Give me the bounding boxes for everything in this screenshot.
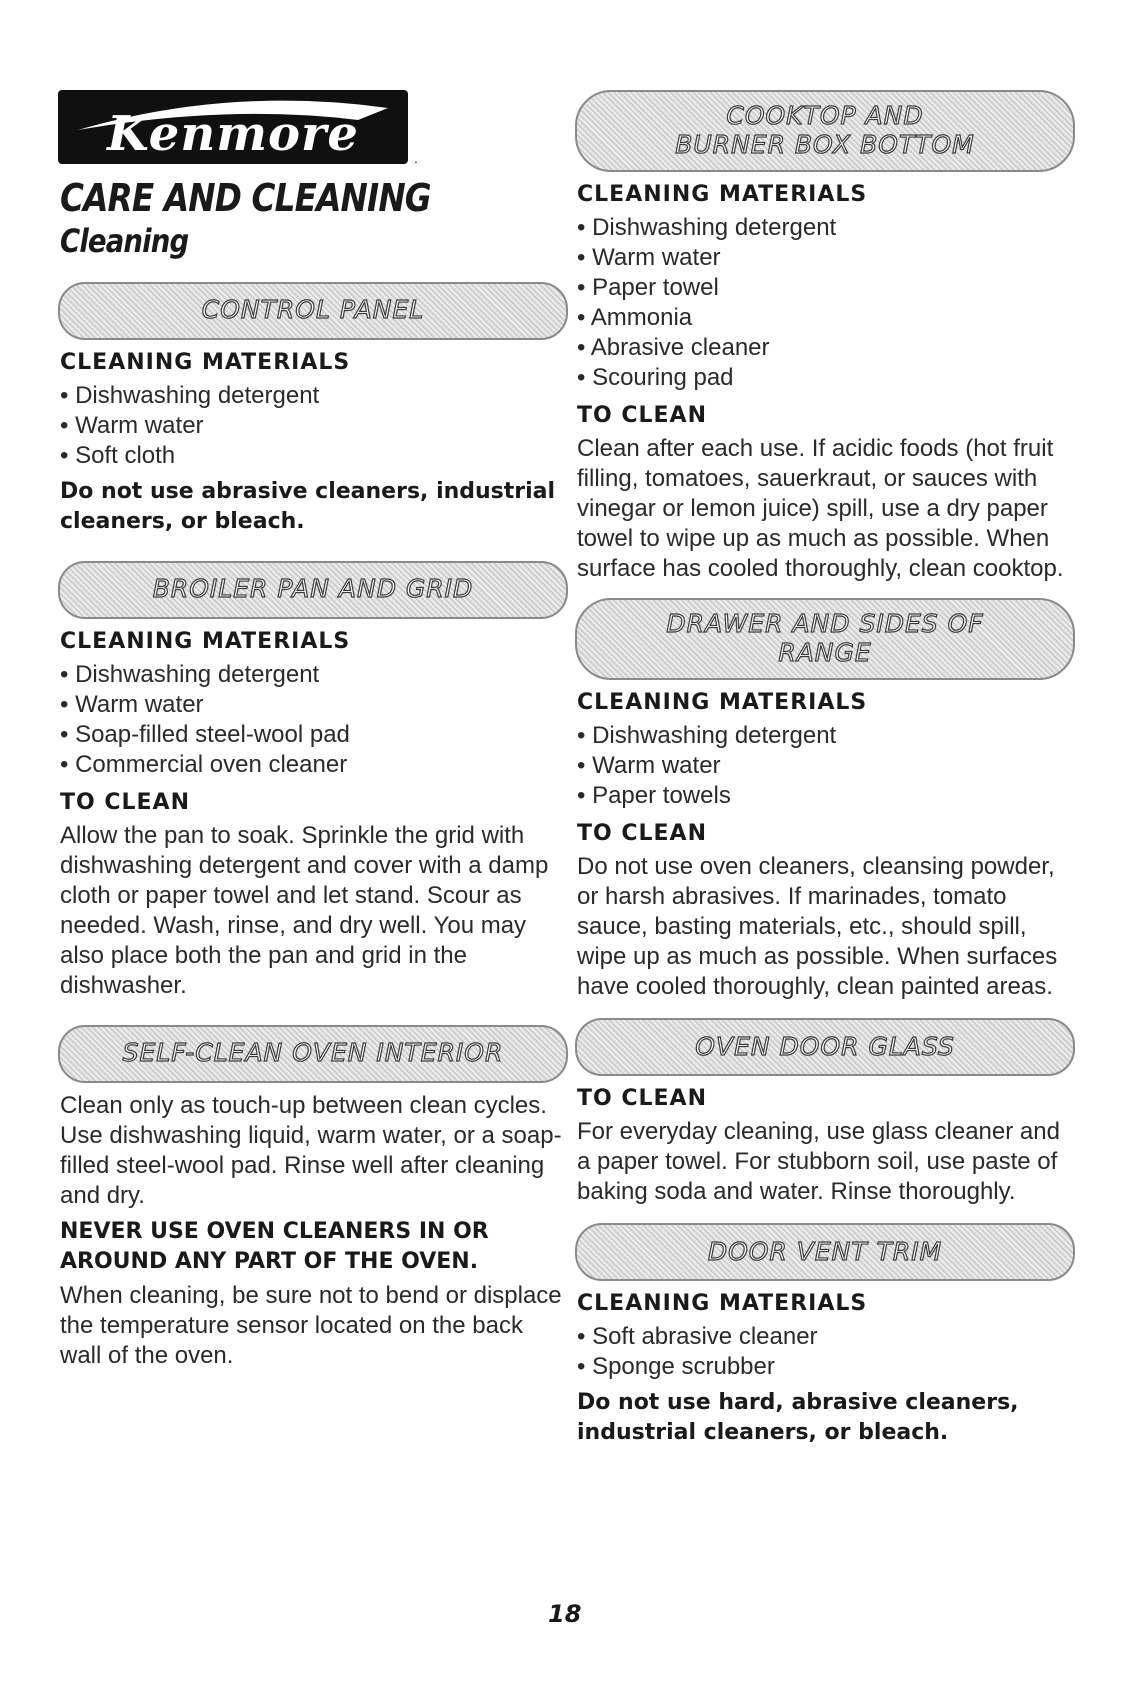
materials-heading: CLEANING MATERIALS	[60, 628, 351, 654]
list-item: • Warm water	[577, 751, 1075, 781]
banner-control-panel	[58, 282, 568, 340]
banner-drawer	[575, 598, 1075, 680]
kenmore-logo	[58, 90, 408, 164]
banner-broiler-pan	[58, 561, 568, 619]
banner-door-glass	[575, 1018, 1075, 1076]
to-clean-text: Allow the pan to soak. Sprinkle the grid with dishwashing detergent and cover with a damp cloth or paper towel and let stand. Scour as needed. Wash, rinse, and dry well. You may also place both the pan and grid in the dishwasher.	[60, 821, 549, 999]
page-title: CARE AND CLEANING	[60, 176, 431, 220]
list-item: • Sponge scrubber	[577, 1352, 1075, 1382]
left-column	[58, 90, 568, 1371]
banner-label: DOOR VENT TRIM	[707, 1236, 943, 1266]
materials-list	[60, 381, 568, 471]
materials-list	[60, 660, 568, 780]
banner-cooktop	[575, 90, 1075, 172]
logo-mark: .	[414, 150, 418, 166]
list-item: • Abrasive cleaner	[577, 333, 1075, 363]
logo-text: Kenmore	[107, 106, 359, 162]
sensor-note: When cleaning, be sure not to bend or displace the temperature sensor located on the back wall of the oven.	[60, 1281, 562, 1369]
materials-list	[577, 213, 1075, 393]
list-item: • Soft abrasive cleaner	[577, 1322, 1075, 1352]
materials-heading: CLEANING MATERIALS	[60, 349, 351, 375]
banner-self-clean	[58, 1025, 568, 1083]
warning-text: Do not use abrasive cleaners, industrial cleaners, or bleach.	[60, 478, 556, 534]
section-drawer	[575, 598, 1075, 1002]
list-item: • Dishwashing detergent	[577, 721, 1075, 751]
to-clean-text: Clean after each use. If acidic foods (hot fruit filling, tomatoes, sauerkraut, or sauces with vinegar or lemon juice) spill, use a dry paper towel to wipe up as much as possible. When surface has cooled thoroughly, clean cooktop.	[577, 435, 1064, 582]
banner-line: BURNER BOX BOTTOM	[675, 130, 975, 159]
banner-line: DRAWER AND SIDES OF	[666, 609, 984, 639]
to-clean-text: Do not use oven cleaners, cleansing powder, or harsh abrasives. If marinades, tomato sauce, basting materials, etc., should spill, wipe up as much as possible. When surfaces have cooled thoroughly, clean painted areas.	[577, 853, 1058, 1000]
banner-vent-trim	[575, 1223, 1075, 1281]
banner-line: RANGE	[778, 638, 872, 667]
right-column	[575, 90, 1075, 1448]
list-item: • Warm water	[577, 243, 1075, 273]
list-item: • Ammonia	[577, 303, 1075, 333]
banner-line: COOKTOP AND	[726, 101, 924, 131]
to-clean-text: For everyday cleaning, use glass cleaner and a paper towel. For stubborn soil, use paste of baking soda and water. Rinse thoroughly.	[577, 1118, 1060, 1205]
list-item: • Soft cloth	[60, 441, 568, 471]
list-item: • Paper towel	[577, 273, 1075, 303]
self-clean-text: Clean only as touch-up between clean cycles. Use dishwashing liquid, warm water, or a soap-filled steel-wool pad. Rinse well after cleaning and dry.	[60, 1091, 562, 1209]
section-door-glass	[575, 1018, 1075, 1207]
banner-label: CONTROL PANEL	[201, 295, 425, 325]
list-item: • Dishwashing detergent	[577, 213, 1075, 243]
to-clean-heading: TO CLEAN	[577, 403, 707, 428]
section-control-panel	[58, 282, 568, 537]
section-broiler	[58, 561, 568, 1001]
materials-list	[577, 1322, 1075, 1382]
list-item: • Paper towels	[577, 781, 1075, 811]
section-self-clean	[58, 1025, 568, 1371]
list-item: • Warm water	[60, 411, 568, 441]
warning-text: Do not use hard, abrasive cleaners, industrial cleaners, or bleach.	[577, 1390, 1019, 1445]
banner-label: SELF-CLEAN OVEN INTERIOR	[122, 1038, 504, 1068]
materials-heading: CLEANING MATERIALS	[577, 1291, 868, 1316]
materials-heading: CLEANING MATERIALS	[577, 182, 868, 207]
warning-text: NEVER USE OVEN CLEANERS IN OR AROUND ANY PART OF THE OVEN.	[60, 1218, 489, 1274]
to-clean-heading: TO CLEAN	[60, 789, 190, 815]
page-number: 18	[548, 1600, 582, 1628]
list-item: • Commercial oven cleaner	[60, 750, 568, 780]
banner-label	[666, 610, 983, 668]
page-subtitle: Cleaning	[60, 221, 189, 260]
banner-label: BROILER PAN AND GRID	[152, 574, 474, 604]
list-item: • Dishwashing detergent	[60, 660, 568, 690]
list-item: • Dishwashing detergent	[60, 381, 568, 411]
section-cooktop	[575, 90, 1075, 584]
section-vent-trim	[575, 1223, 1075, 1448]
materials-heading: CLEANING MATERIALS	[577, 690, 868, 715]
banner-label	[675, 102, 974, 160]
list-item: • Soap-filled steel-wool pad	[60, 720, 568, 750]
list-item: • Scouring pad	[577, 363, 1075, 393]
to-clean-heading: TO CLEAN	[577, 1086, 707, 1111]
brand-block	[58, 90, 568, 164]
banner-label: OVEN DOOR GLASS	[695, 1031, 955, 1061]
materials-list	[577, 721, 1075, 811]
to-clean-heading: TO CLEAN	[577, 821, 707, 846]
list-item: • Warm water	[60, 690, 568, 720]
